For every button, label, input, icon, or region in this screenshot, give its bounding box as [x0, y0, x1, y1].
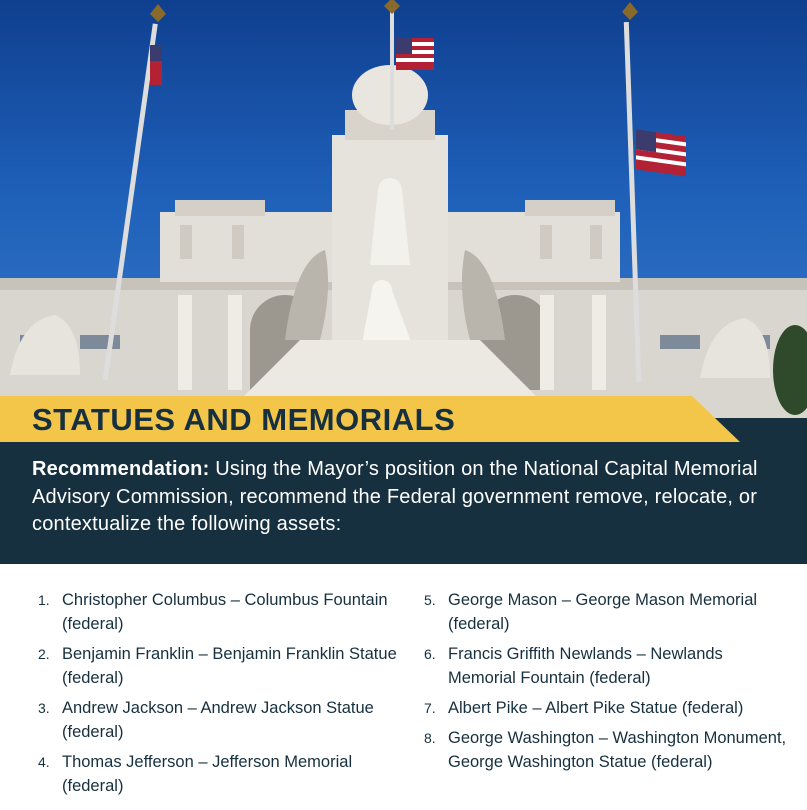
- list-item: [424, 696, 794, 720]
- list-text: George Mason – George Mason Memorial (federal): [448, 591, 758, 633]
- list-item: [38, 642, 398, 690]
- list-text: Andrew Jackson – Andrew Jackson Statue (federal): [62, 699, 374, 741]
- list-text: Thomas Jefferson – Jefferson Memorial (federal): [62, 753, 353, 795]
- list-item: [38, 750, 398, 798]
- recommendation-label: Recommendation:: [32, 458, 210, 480]
- list-item: [424, 726, 794, 774]
- list-item: [38, 696, 398, 744]
- list-number: 5.: [424, 592, 436, 608]
- list-number: 7.: [424, 700, 436, 716]
- recommendation-body: Using the Mayor’s position on the National Capital Memorial Advisory Commission, recommend the Federal government remove, relocate, or contextualize the following assets:: [32, 458, 758, 535]
- asset-list-right: [424, 588, 794, 780]
- list-item: [424, 642, 794, 690]
- list-text: Benjamin Franklin – Benjamin Franklin Statue (federal): [62, 645, 397, 687]
- flag-left: [150, 45, 162, 85]
- page-title: STATUES AND MEMORIALS: [32, 402, 456, 437]
- list-item: [424, 588, 794, 636]
- list-number: 8.: [424, 730, 436, 746]
- list-text: Francis Griffith Newlands – Newlands Memorial Fountain (federal): [448, 645, 723, 687]
- list-text: Albert Pike – Albert Pike Statue (federal): [448, 699, 744, 717]
- list-number: 3.: [38, 700, 50, 716]
- list-number: 2.: [38, 646, 50, 662]
- recommendation-text: [32, 456, 782, 539]
- list-number: 4.: [38, 754, 50, 770]
- list-text: George Washington – Washington Monument, George Washington Statue (federal): [448, 729, 787, 771]
- list-text: Christopher Columbus – Columbus Fountain (federal): [62, 591, 388, 633]
- list-number: 6.: [424, 646, 436, 662]
- flag-center: [396, 38, 434, 70]
- flag-right: [636, 129, 686, 176]
- list-item: [38, 588, 398, 636]
- list-number: 1.: [38, 592, 50, 608]
- asset-list-left: [38, 588, 398, 804]
